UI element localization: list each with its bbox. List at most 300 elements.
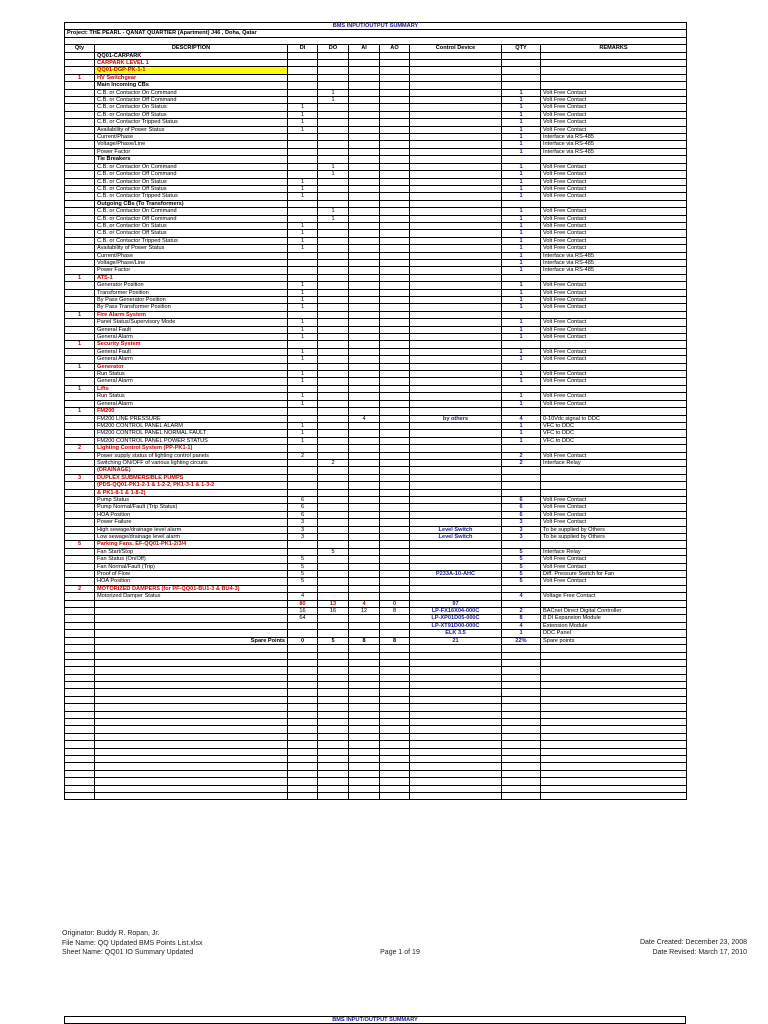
cell-do: 2 — [318, 459, 349, 466]
cell-device — [410, 452, 502, 459]
col-header-qty2: QTY — [502, 45, 541, 52]
blank-cell — [349, 645, 380, 652]
cell-desc: Voltage/Phase/Line — [95, 141, 288, 148]
cell-do: 1 — [318, 208, 349, 215]
cell-qty — [65, 348, 95, 355]
blank-cell — [318, 792, 349, 799]
blank-cell — [541, 659, 687, 666]
cell-di — [288, 385, 318, 392]
blank-cell — [288, 674, 318, 681]
cell-qty: 1 — [65, 311, 95, 318]
cell-qty — [65, 119, 95, 126]
blank-cell — [380, 733, 410, 740]
cell-ai: 4 — [349, 600, 380, 607]
cell-device — [410, 67, 502, 74]
cell-ai — [349, 348, 380, 355]
cell-desc: C.B. or Contactor On Command — [95, 208, 288, 215]
blank-cell — [288, 733, 318, 740]
cell-ao — [380, 319, 410, 326]
table-row — [65, 311, 687, 318]
blank-cell — [95, 785, 288, 792]
cell-device: LP-FX16X04-000C — [410, 608, 502, 615]
blank-cell — [380, 711, 410, 718]
cell-remarks: Volt Free Contact — [541, 178, 687, 185]
blank-cell — [502, 682, 541, 689]
cell-ai — [349, 496, 380, 503]
blank-cell — [502, 763, 541, 770]
cell-di: 1 — [288, 230, 318, 237]
blank-cell — [349, 748, 380, 755]
blank-cell — [288, 719, 318, 726]
cell-device — [410, 578, 502, 585]
cell-ao — [380, 252, 410, 259]
cell-do — [318, 593, 349, 600]
blank-cell — [65, 785, 95, 792]
cell-qty2 — [502, 311, 541, 318]
blank-cell — [349, 667, 380, 674]
cell-desc: General Alarm — [95, 356, 288, 363]
blank-cell — [410, 659, 502, 666]
cell-di — [288, 363, 318, 370]
cell-remarks: Interface via RS-485 — [541, 259, 687, 266]
blank-row — [65, 748, 687, 755]
spacer-row — [65, 37, 687, 44]
table-row — [65, 89, 687, 96]
cell-ai — [349, 371, 380, 378]
cell-ai — [349, 519, 380, 526]
blank-cell — [288, 659, 318, 666]
cell-qty: 1 — [65, 341, 95, 348]
cell-qty — [65, 67, 95, 74]
cell-ai — [349, 267, 380, 274]
table-row — [65, 556, 687, 563]
blank-cell — [318, 652, 349, 659]
cell-ai — [349, 585, 380, 592]
cell-ao — [380, 489, 410, 496]
cell-do — [318, 430, 349, 437]
cell-di: 1 — [288, 393, 318, 400]
footer-page — [360, 948, 440, 958]
cell-ao — [380, 200, 410, 207]
cell-qty2: 1 — [502, 422, 541, 429]
cell-qty2: 1 — [502, 230, 541, 237]
cell-do — [318, 378, 349, 385]
blank-row — [65, 763, 687, 770]
cell-qty2: 5 — [502, 571, 541, 578]
cell-device — [410, 519, 502, 526]
blank-cell — [541, 785, 687, 792]
cell-ai — [349, 185, 380, 192]
cell-do — [318, 60, 349, 67]
cell-qty2: 1 — [502, 267, 541, 274]
cell-qty — [65, 430, 95, 437]
cell-ai — [349, 171, 380, 178]
cell-device — [410, 467, 502, 474]
cell-desc: Low sewage/drainage level alarm — [95, 534, 288, 541]
cell-ai — [349, 297, 380, 304]
cell-qty: 5 — [65, 541, 95, 548]
cell-di — [288, 541, 318, 548]
cell-do: 1 — [318, 163, 349, 170]
table-row — [65, 74, 687, 81]
cell-do — [318, 445, 349, 452]
cell-qty — [65, 459, 95, 466]
cell-do — [318, 311, 349, 318]
blank-cell — [318, 763, 349, 770]
cell-do — [318, 615, 349, 622]
cell-ao: 0 — [380, 600, 410, 607]
cell-do — [318, 245, 349, 252]
cell-desc: Transformer Position — [95, 289, 288, 296]
cell-di — [288, 67, 318, 74]
cell-qty — [65, 511, 95, 518]
cell-qty2: 1 — [502, 215, 541, 222]
cell-desc: C.B. or Contactor On Status — [95, 222, 288, 229]
cell-remarks: Volt Free Contact — [541, 511, 687, 518]
blank-row — [65, 792, 687, 799]
blank-cell — [410, 726, 502, 733]
table-row — [65, 548, 687, 555]
table-row — [65, 445, 687, 452]
cell-ao — [380, 341, 410, 348]
cell-do — [318, 630, 349, 637]
blank-cell — [288, 711, 318, 718]
blank-cell — [318, 770, 349, 777]
blank-cell — [288, 755, 318, 762]
table-row — [65, 282, 687, 289]
blank-cell — [95, 726, 288, 733]
cell-device — [410, 178, 502, 185]
cell-device: Level Switch — [410, 526, 502, 533]
cell-remarks — [541, 489, 687, 496]
cell-ao — [380, 334, 410, 341]
blank-row — [65, 645, 687, 652]
blank-cell — [95, 778, 288, 785]
cell-remarks: VFC to DDC — [541, 430, 687, 437]
cell-remarks: Interface via RS-485 — [541, 148, 687, 155]
cell-ao — [380, 615, 410, 622]
table-row — [65, 348, 687, 355]
cell-desc: Security System — [95, 341, 288, 348]
blank-cell — [502, 733, 541, 740]
cell-do — [318, 119, 349, 126]
table-row — [65, 526, 687, 533]
cell-remarks: Volt Free Contact — [541, 230, 687, 237]
cell-di — [288, 459, 318, 466]
cell-remarks — [541, 67, 687, 74]
cell-desc: Power Factor — [95, 148, 288, 155]
cell-qty — [65, 356, 95, 363]
cell-desc: C.B. or Contactor On Command — [95, 89, 288, 96]
cell-device — [410, 548, 502, 555]
cell-do — [318, 363, 349, 370]
cell-qty — [65, 148, 95, 155]
cell-qty2: 1 — [502, 400, 541, 407]
cell-qty2: 1 — [502, 282, 541, 289]
cell-desc: Generator Position — [95, 282, 288, 289]
cell-di: 3 — [288, 534, 318, 541]
cell-qty2: 1 — [502, 104, 541, 111]
cell-ao — [380, 385, 410, 392]
cell-ai — [349, 334, 380, 341]
table-row — [65, 600, 687, 607]
table-row — [65, 97, 687, 104]
cell-remarks: Volt Free Contact — [541, 326, 687, 333]
table-row — [65, 534, 687, 541]
cell-device — [410, 60, 502, 67]
cell-ai — [349, 482, 380, 489]
cell-di — [288, 163, 318, 170]
cell-qty — [65, 97, 95, 104]
cell-do — [318, 437, 349, 444]
cell-device — [410, 274, 502, 281]
cell-device — [410, 89, 502, 96]
cell-do — [318, 259, 349, 266]
cell-desc — [95, 608, 288, 615]
blank-cell — [288, 704, 318, 711]
cell-desc — [95, 600, 288, 607]
cell-device — [410, 74, 502, 81]
blank-cell — [502, 652, 541, 659]
cell-remarks: Volt Free Contact — [541, 504, 687, 511]
cell-remarks: Volt Free Contact — [541, 208, 687, 215]
cell-device — [410, 585, 502, 592]
cell-qty2: 22% — [502, 637, 541, 644]
blank-cell — [349, 674, 380, 681]
blank-cell — [318, 778, 349, 785]
table-row — [65, 430, 687, 437]
table-row — [65, 67, 687, 74]
cell-do — [318, 297, 349, 304]
cell-remarks: Interface via RS-485 — [541, 141, 687, 148]
cell-desc: Proof of Flow — [95, 571, 288, 578]
blank-cell — [318, 674, 349, 681]
cell-device — [410, 341, 502, 348]
cell-ai — [349, 52, 380, 59]
blank-cell — [410, 770, 502, 777]
blank-row — [65, 719, 687, 726]
cell-remarks: Volt Free Contact — [541, 393, 687, 400]
table-row — [65, 193, 687, 200]
cell-qty — [65, 134, 95, 141]
blank-cell — [541, 689, 687, 696]
cell-desc: General Fault — [95, 326, 288, 333]
table-row — [65, 185, 687, 192]
cell-desc — [95, 630, 288, 637]
cell-qty — [65, 548, 95, 555]
cell-ai — [349, 245, 380, 252]
cell-ai — [349, 193, 380, 200]
cell-qty2: 1 — [502, 326, 541, 333]
blank-cell — [65, 770, 95, 777]
cell-qty2 — [502, 385, 541, 392]
blank-cell — [502, 704, 541, 711]
blank-cell — [65, 689, 95, 696]
cell-desc: Pump Normal/Fault (Trip Status) — [95, 504, 288, 511]
blank-cell — [502, 645, 541, 652]
cell-ao — [380, 437, 410, 444]
cell-do — [318, 156, 349, 163]
blank-row — [65, 733, 687, 740]
cell-qty — [65, 556, 95, 563]
cell-ao — [380, 230, 410, 237]
blank-cell — [349, 659, 380, 666]
blank-cell — [318, 689, 349, 696]
cell-qty: 1 — [65, 385, 95, 392]
blank-cell — [410, 682, 502, 689]
cell-qty2: 1 — [502, 252, 541, 259]
cell-device — [410, 267, 502, 274]
page-number: Page 1 of 19 — [380, 949, 420, 956]
cell-remarks — [541, 600, 687, 607]
cell-di — [288, 489, 318, 496]
cell-ao — [380, 408, 410, 415]
cell-ao — [380, 208, 410, 215]
cell-qty2: 3 — [502, 534, 541, 541]
cell-di: 1 — [288, 193, 318, 200]
cell-ao — [380, 311, 410, 318]
cell-qty2: 5 — [502, 548, 541, 555]
cell-do — [318, 230, 349, 237]
cell-ao — [380, 630, 410, 637]
project-row — [65, 30, 687, 37]
cell-do — [318, 474, 349, 481]
blank-cell — [288, 785, 318, 792]
cell-qty — [65, 252, 95, 259]
blank-row — [65, 726, 687, 733]
cell-ao — [380, 622, 410, 629]
cell-qty — [65, 297, 95, 304]
blank-cell — [541, 770, 687, 777]
table-row — [65, 230, 687, 237]
cell-di: 6 — [288, 496, 318, 503]
table-row — [65, 622, 687, 629]
cell-qty2: 6 — [502, 511, 541, 518]
cell-ai — [349, 237, 380, 244]
blank-cell — [410, 785, 502, 792]
cell-qty — [65, 578, 95, 585]
cell-ai — [349, 215, 380, 222]
blank-cell — [318, 659, 349, 666]
cell-do — [318, 571, 349, 578]
cell-device — [410, 378, 502, 385]
blank-cell — [502, 726, 541, 733]
cell-device — [410, 259, 502, 266]
table-row — [65, 304, 687, 311]
cell-ai — [349, 563, 380, 570]
blank-cell — [95, 792, 288, 799]
cell-qty — [65, 163, 95, 170]
cell-desc: Power supply status of lighting control panels — [95, 452, 288, 459]
cell-qty2: 1 — [502, 178, 541, 185]
cell-do — [318, 452, 349, 459]
next-title-row — [65, 1017, 686, 1024]
cell-ao — [380, 400, 410, 407]
cell-device — [410, 193, 502, 200]
cell-qty2: 5 — [502, 556, 541, 563]
cell-ai — [349, 141, 380, 148]
table-row — [65, 519, 687, 526]
cell-ao — [380, 452, 410, 459]
blank-row — [65, 711, 687, 718]
cell-device — [410, 163, 502, 170]
cell-device: LP-XP01D05-000C — [410, 615, 502, 622]
cell-device — [410, 319, 502, 326]
cell-qty — [65, 178, 95, 185]
table-row — [65, 585, 687, 592]
cell-qty2: 1 — [502, 89, 541, 96]
cell-qty2 — [502, 60, 541, 67]
table-row — [65, 504, 687, 511]
cell-qty2: 1 — [502, 630, 541, 637]
cell-di — [288, 467, 318, 474]
table-row — [65, 408, 687, 415]
cell-ai — [349, 326, 380, 333]
blank-cell — [288, 792, 318, 799]
cell-desc: FM200 CONTROL PANEL ALARM — [95, 422, 288, 429]
blank-cell — [349, 726, 380, 733]
cell-ao — [380, 126, 410, 133]
cell-desc: C.B. or Contactor Off Status — [95, 230, 288, 237]
col-header-ao: AO — [380, 45, 410, 52]
table-row — [65, 82, 687, 89]
cell-di: 2 — [288, 452, 318, 459]
blank-cell — [349, 755, 380, 762]
cell-ai — [349, 82, 380, 89]
cell-remarks: Interface via RS-485 — [541, 134, 687, 141]
cell-ai — [349, 67, 380, 74]
table-row — [65, 482, 687, 489]
blank-cell — [349, 741, 380, 748]
cell-qty2: 1 — [502, 171, 541, 178]
cell-qty2: 1 — [502, 393, 541, 400]
cell-desc: Run Status — [95, 393, 288, 400]
cell-qty — [65, 193, 95, 200]
cell-qty — [65, 563, 95, 570]
blank-cell — [349, 792, 380, 799]
table-row — [65, 200, 687, 207]
cell-desc: FM200 — [95, 408, 288, 415]
cell-device: P233A-10-AHC — [410, 571, 502, 578]
cell-do — [318, 585, 349, 592]
cell-remarks — [541, 482, 687, 489]
cell-do — [318, 534, 349, 541]
cell-do — [318, 304, 349, 311]
cell-qty2: 5 — [502, 578, 541, 585]
cell-ao — [380, 548, 410, 555]
cell-ao — [380, 148, 410, 155]
blank-cell — [65, 704, 95, 711]
cell-desc: Voltage/Phase/Line — [95, 259, 288, 266]
cell-di — [288, 141, 318, 148]
blank-cell — [95, 733, 288, 740]
table-row — [65, 489, 687, 496]
cell-desc: Panel Status/Supervisory Mode — [95, 319, 288, 326]
cell-ai — [349, 289, 380, 296]
cell-ai — [349, 319, 380, 326]
cell-ao — [380, 259, 410, 266]
blank-cell — [502, 659, 541, 666]
blank-cell — [95, 719, 288, 726]
blank-cell — [541, 696, 687, 703]
cell-remarks: Volt Free Contact — [541, 304, 687, 311]
blank-cell — [541, 755, 687, 762]
blank-cell — [65, 645, 95, 652]
cell-desc — [95, 622, 288, 629]
cell-remarks: Spare points — [541, 637, 687, 644]
cell-ao — [380, 67, 410, 74]
table-row — [65, 208, 687, 215]
